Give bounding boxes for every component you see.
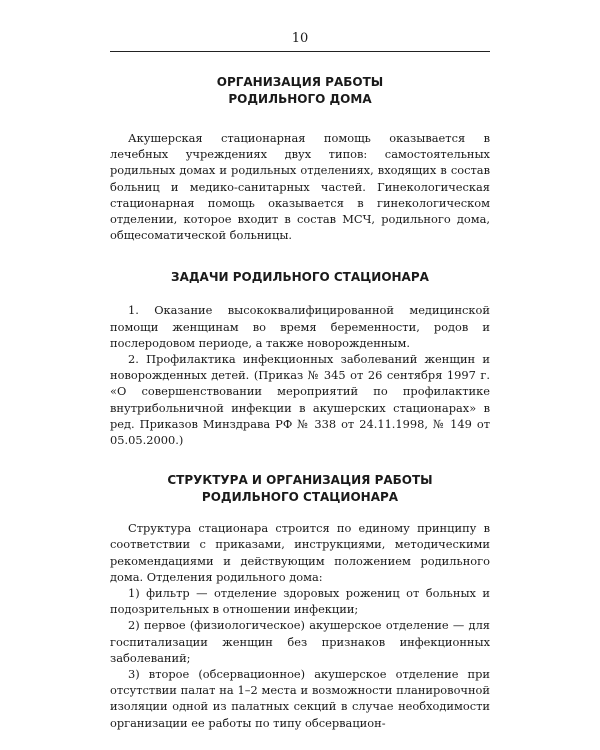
paragraph: Структура стационара строится по единому принципу в соответствии с приказами, инструкциями, методическими рекомендациями и действующим положением родильного дома. Отделения родильного дома: <box>110 521 490 584</box>
list-item: 2) первое (физиологическое) акушерское отделение — для госпитализации женщин без признаков инфекционных заболеваний; <box>110 618 490 665</box>
heading-line: РОДИЛЬНОГО СТАЦИОНАРА <box>201 490 399 505</box>
paragraph: 2. Профилактика инфекционных заболеваний женщин и новорожденных детей. (Приказ № 345 от 26 сентября 1997 г. «О совершенствовании мероприятий по профилактике внутрибольничной инфекции в акушерских стационарах» в ред. Приказов Минздрава РФ № 338 от 24.11.1998, № 149 от 05.05.2000.) <box>110 352 490 448</box>
heading-line: ЗАДАЧИ РОДИЛЬНОГО СТАЦИОНАРА <box>171 270 429 285</box>
section-heading-maternity-home <box>110 74 490 108</box>
paragraph: Акушерская стационарная помощь оказывается в лечебных учреждениях двух типов: самостоятельных родильных домах и родильных отделениях, входящих в состав больниц и медико-санитарных частей. Гинекологическая стационарная помощь оказывается в гинекологическом отделении, которое входит в состав МСЧ, родильного дома, общесоматической больницы. <box>110 131 490 243</box>
section-heading-structure <box>110 472 490 506</box>
heading-line: РОДИЛЬНОГО ДОМА <box>228 92 372 106</box>
heading-line: ОРГАНИЗАЦИЯ РАБОТЫ <box>216 75 384 89</box>
list-item: 1) фильтр — отделение здоровых рожениц от больных и подозрительных в отношении инфекции; <box>110 586 490 617</box>
header-rule <box>110 51 490 52</box>
document-page <box>110 30 490 731</box>
paragraph: 1. Оказание высококвалифицированной медицинской помощи женщинам во время беременности, родов и послеродовом периоде, а также новорожденным. <box>110 303 490 350</box>
heading-line: СТРУКТУРА И ОРГАНИЗАЦИЯ РАБОТЫ <box>167 473 433 488</box>
page-number: 10 <box>291 31 309 46</box>
section-heading-tasks <box>110 269 490 286</box>
list-item: 3) второе (обсервационное) акушерское отделение при отсутствии палат на 1–2 места и возможности планировочной изоляции одной из палатных секций в случае необходимости организации ее работы по типу обсервацион- <box>110 667 490 730</box>
